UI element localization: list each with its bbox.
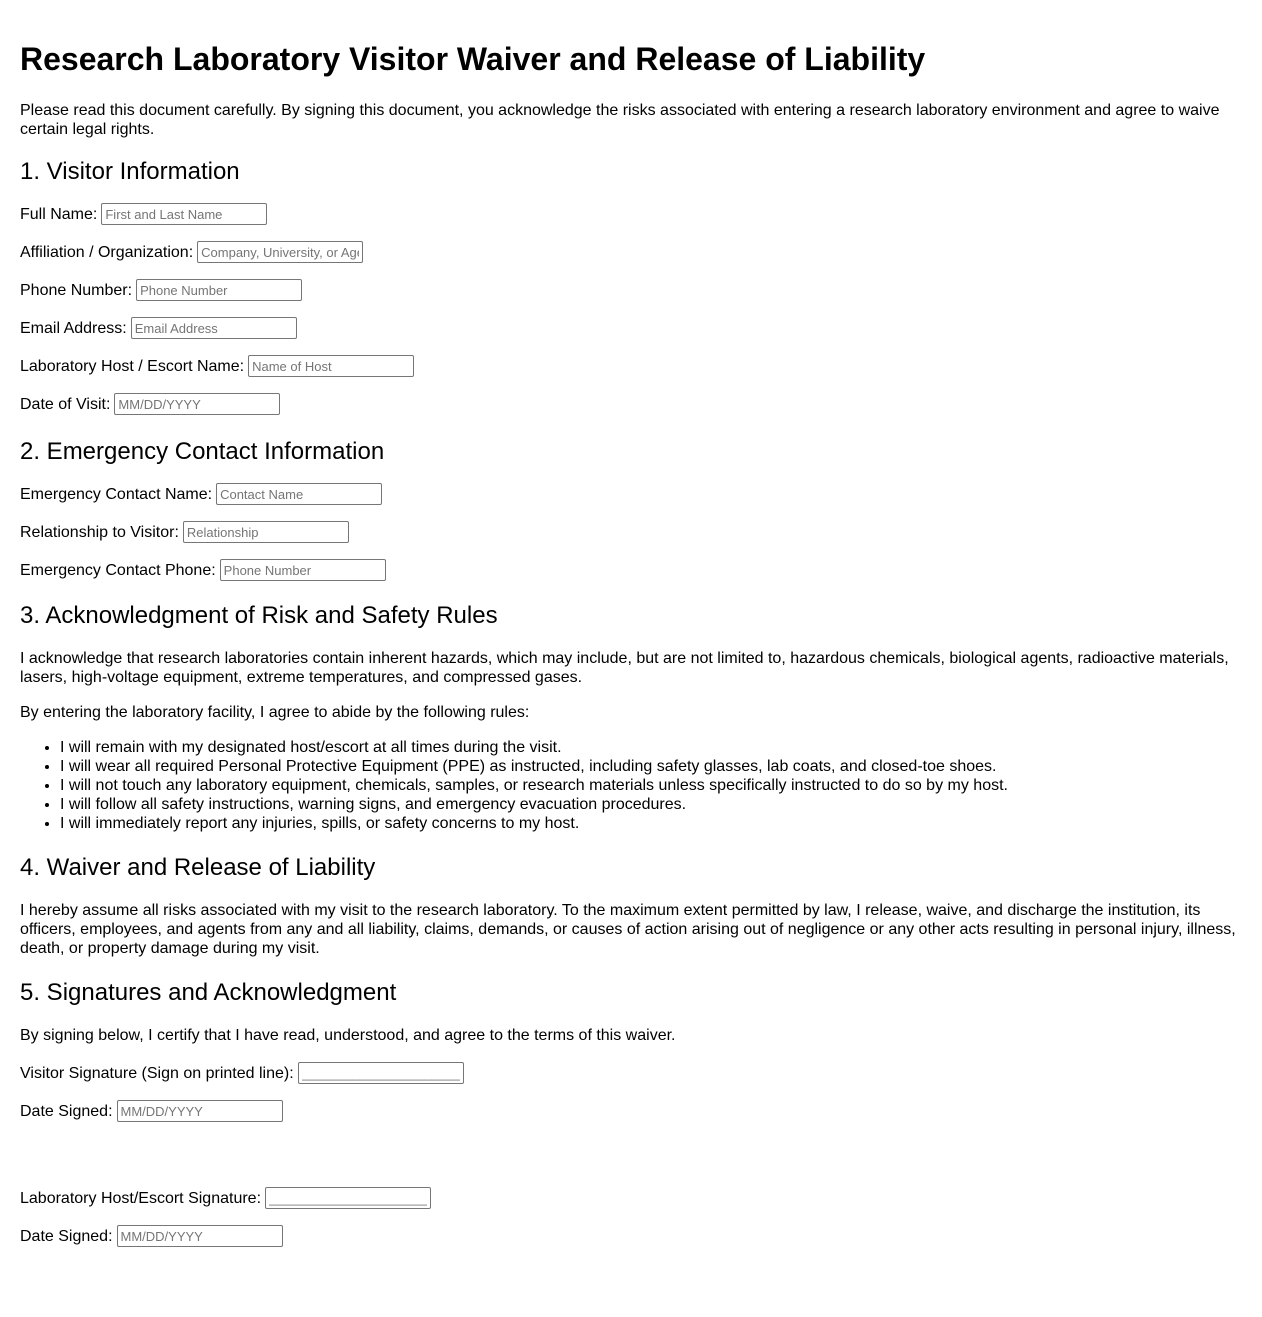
phone-number-input[interactable] — [136, 279, 302, 301]
list-item: • I will immediately report any injuries, spills, or safety concerns to my host. — [60, 814, 1242, 833]
host-date-signed-label: Date Signed: — [20, 1227, 113, 1245]
visitor-date-signed-input[interactable] — [117, 1100, 283, 1122]
visitor-signature-label: Visitor Signature (Sign on printed line): — [20, 1064, 294, 1082]
email-address-input[interactable] — [131, 317, 297, 339]
visitor-date-signed-label: Date Signed: — [20, 1102, 113, 1120]
date-of-visit-label: Date of Visit: — [20, 395, 111, 413]
section-signatures-heading: 5. Signatures and Acknowledgment — [20, 979, 397, 1006]
list-item: • I will not touch any laboratory equipment, chemicals, samples, or research materials unless specifically instructed to do so by my host. — [60, 776, 1242, 795]
host-signature-row — [20, 1187, 1242, 1209]
host-name-row — [20, 355, 1242, 377]
waiver-text: I hereby assume all risks associated with my visit to the research laboratory. To the maximum extent permitted by law, I release, waive, and discharge the institution, its officers, employees, and agents from any and all liability, claims, demands, or causes of action arising out of negligence or any other acts resulting in personal injury, illness, death, or property damage during my visit. — [20, 902, 1236, 957]
affiliation-row — [20, 241, 1242, 263]
emergency-contact-name-row — [20, 483, 1242, 505]
host-name-input[interactable] — [248, 355, 414, 377]
emergency-contact-phone-label: Emergency Contact Phone: — [20, 561, 216, 579]
email-address-label: Email Address: — [20, 319, 127, 337]
date-of-visit-row — [20, 393, 1242, 415]
host-date-signed-row — [20, 1225, 1242, 1247]
phone-number-row — [20, 279, 1242, 301]
emergency-contact-name-label: Emergency Contact Name: — [20, 485, 213, 503]
list-item: • I will remain with my designated host/escort at all times during the visit. — [60, 738, 1242, 757]
full-name-label: Full Name: — [20, 205, 98, 223]
visitor-signature-row — [20, 1062, 1242, 1084]
phone-number-label: Phone Number: — [20, 281, 133, 299]
date-of-visit-input[interactable] — [114, 393, 280, 415]
rules-intro-text: By entering the laboratory facility, I agree to abide by the following rules: — [20, 704, 530, 721]
full-name-row — [20, 203, 1242, 225]
risk-acknowledgment-text: I acknowledge that research laboratories contain inherent hazards, which may include, but are not limited to, hazardous chemicals, biological agents, radioactive materials, lasers, high-voltage equipment, extreme temperatures, and compressed gases. — [20, 650, 1229, 686]
intro-text: Please read this document carefully. By signing this document, you acknowledge the risks associated with entering a research laboratory environment and agree to waive certain legal rights. — [20, 102, 1220, 138]
emergency-contact-phone-input[interactable] — [220, 559, 386, 581]
email-address-row — [20, 317, 1242, 339]
waiver-document — [0, 41, 1262, 1247]
list-item: • I will follow all safety instructions, warning signs, and emergency evacuation procedures. — [60, 795, 1242, 814]
visitor-signature-input[interactable] — [298, 1062, 464, 1084]
relationship-input[interactable] — [183, 521, 349, 543]
page-title: Research Laboratory Visitor Waiver and Release of Liability — [20, 41, 926, 77]
section-emergency-contact-heading: 2. Emergency Contact Information — [20, 438, 385, 465]
emergency-contact-name-input[interactable] — [216, 483, 382, 505]
visitor-date-signed-row — [20, 1100, 1242, 1122]
affiliation-input[interactable] — [197, 241, 363, 263]
host-date-signed-input[interactable] — [117, 1225, 283, 1247]
host-name-label: Laboratory Host / Escort Name: — [20, 357, 245, 375]
signature-certify-text: By signing below, I certify that I have read, understood, and agree to the terms of this waiver. — [20, 1027, 676, 1044]
host-signature-input[interactable] — [265, 1187, 431, 1209]
section-risk-acknowledgment-heading: 3. Acknowledgment of Risk and Safety Rules — [20, 602, 498, 629]
section-waiver-heading: 4. Waiver and Release of Liability — [20, 854, 376, 881]
emergency-contact-phone-row — [20, 559, 1242, 581]
safety-rules-list — [20, 738, 1242, 833]
host-signature-label: Laboratory Host/Escort Signature: — [20, 1189, 262, 1207]
relationship-label: Relationship to Visitor: — [20, 523, 179, 541]
signature-spacer — [20, 1122, 1242, 1171]
relationship-row — [20, 521, 1242, 543]
section-visitor-information-heading: 1. Visitor Information — [20, 158, 240, 185]
affiliation-label: Affiliation / Organization: — [20, 243, 194, 261]
list-item: • I will wear all required Personal Protective Equipment (PPE) as instructed, including safety glasses, lab coats, and closed-toe shoes. — [60, 757, 1242, 776]
full-name-input[interactable] — [101, 203, 267, 225]
